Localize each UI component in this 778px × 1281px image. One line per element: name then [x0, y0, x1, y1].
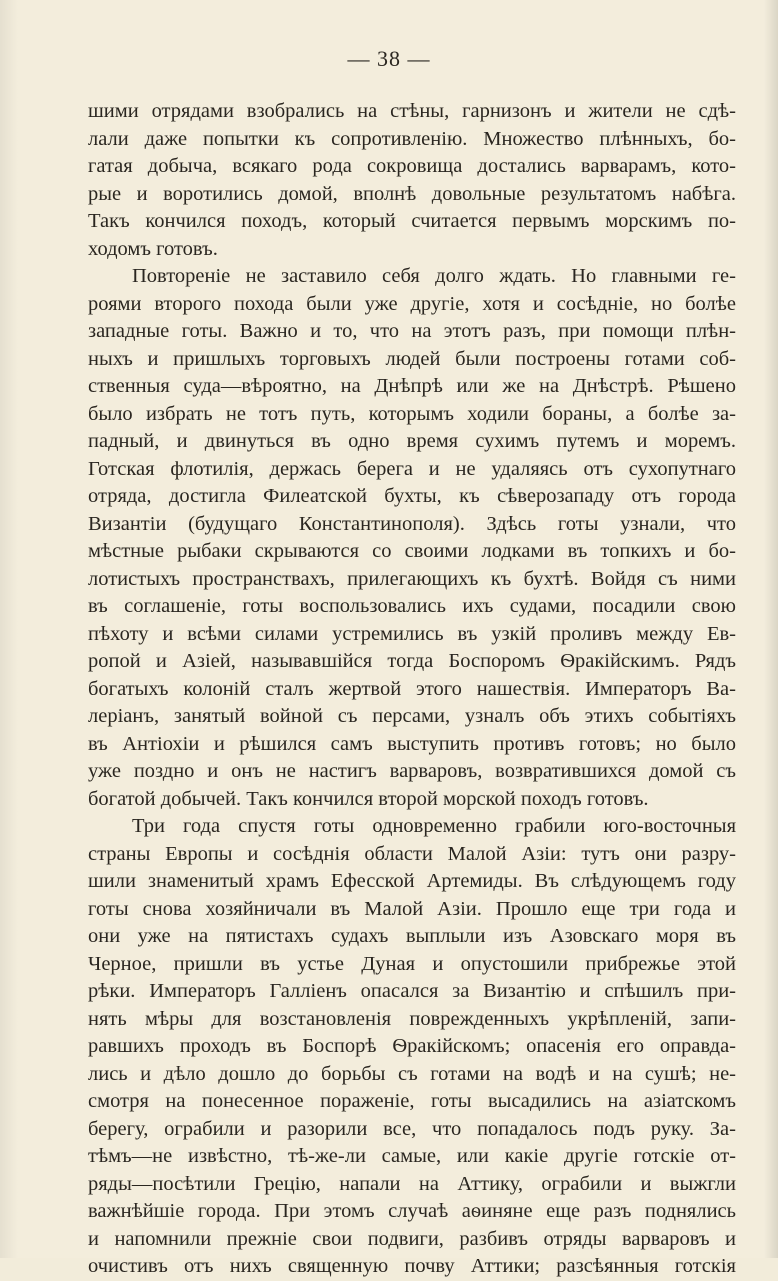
text-line: въ соглашеніе, готы воспользовались ихъ судами, посадили свою	[88, 595, 736, 617]
text-line: мѣстные рыбаки скрываются со своими лодками въ топкихъ и бо-	[88, 540, 736, 562]
text-line: ныхъ и пришлыхъ торговыхъ людей были построены готами соб-	[88, 347, 736, 370]
text-line: тѣмъ—не извѣстно, тѣ-же-ли самые, или какіе другіе готскіе от-	[88, 1145, 736, 1167]
text-line: лотистыхъ пространствахъ, прилегающихъ къ бухтѣ. Войдя съ ними	[88, 567, 736, 590]
text-line: было избрать не тотъ путь, которымъ ходили бораны, а болѣе за-	[88, 402, 736, 425]
text-line: равшихъ проходъ въ Боспорѣ Ѳракійскомъ; опасенія его оправда-	[88, 1035, 736, 1057]
text-line: ходомъ готовъ.	[88, 237, 218, 260]
text-line: отряда, достигла Филеатской бухты, къ сѣверозападу отъ города	[88, 485, 736, 507]
text-line: Византіи (будущаго Константинополя). Здѣсь готы узнали, что	[88, 512, 736, 535]
text-line: гатая добыча, всякаго рода сокровища достались варварамъ, кото-	[88, 155, 736, 177]
text-line: лали даже попытки къ сопротивленію. Множество плѣнныхъ, бо-	[88, 127, 736, 150]
text-line: пѣхоту и всѣми силами устремились въ узкій проливъ между Ев-	[88, 622, 736, 645]
page-number: — 38 —	[347, 46, 431, 71]
body-text	[88, 98, 736, 1281]
text-line: очистивъ отъ нихъ священную почву Аттики; разсѣянныя готскія	[88, 1255, 736, 1277]
text-line: богатой добычей. Такъ кончился второй морской походъ готовъ.	[88, 787, 649, 810]
text-line: рѣки. Императоръ Галліенъ опасался за Византію и спѣшилъ при-	[88, 980, 736, 1002]
text-line: ряды—посѣтили Грецію, напали на Аттику, ограбили и выжгли	[88, 1172, 736, 1195]
text-line: богатыхъ колоній сталъ жертвой этого нашествія. Императоръ Ва-	[88, 677, 736, 700]
text-line: западные готы. Важно и то, что на этотъ разъ, при помощи плѣн-	[88, 320, 736, 342]
text-line: Черное, пришли въ устье Дуная и опустошили прибрежье этой	[88, 952, 736, 975]
text-line: Повтореніе не заставило себя долго ждать. Но главными ге-	[132, 265, 736, 287]
text-line: ропой и Азіей, называвшійся тогда Боспоромъ Ѳракійскимъ. Рядъ	[88, 650, 736, 672]
text-line: въ Антіохіи и рѣшился самъ выступить противъ готовъ; но было	[88, 732, 736, 755]
text-line: шими отрядами взобрались на стѣны, гарнизонъ и жители не сдѣ-	[88, 100, 736, 122]
text-line: готы снова хозяйничали въ Малой Азіи. Прошло еще три года и	[88, 897, 736, 920]
text-line: уже поздно и онъ не настигъ варваровъ, возвратившихся домой съ	[88, 760, 736, 782]
text-line: нять мѣры для возстановленія поврежденныхъ укрѣпленій, запи-	[88, 1007, 736, 1030]
text-line: и напомнили прежніе свои подвиги, разбивъ отряды варваровъ и	[88, 1227, 736, 1250]
text-line: Три года спустя готы одновременно грабили юго-восточныя	[132, 815, 736, 837]
text-line: важнѣйшіе города. При этомъ случаѣ аѳиняне еще разъ поднялись	[88, 1200, 736, 1222]
text-line: смотря на понесенное пораженіе, готы высадились на азіатскомъ	[88, 1090, 736, 1112]
text-line: падный, и двинуться въ одно время сухимъ путемъ и моремъ.	[88, 430, 736, 452]
text-line: они уже на пятистахъ судахъ выплыли изъ Азовскаго моря въ	[88, 925, 736, 947]
text-line: Готская флотилія, держась берега и не удаляясь отъ сухопутнаго	[88, 457, 736, 480]
text-line: рые и воротились домой, вполнѣ довольные результатомъ набѣга.	[88, 182, 736, 205]
text-line: шили знаменитый храмъ Ефесской Артемиды. Въ слѣдующемъ году	[88, 870, 736, 892]
text-line: роями второго похода были уже другіе, хотя и сосѣдніе, но болѣе	[88, 292, 736, 315]
text-line: Такъ кончился походъ, который считается первымъ морскимъ по-	[88, 210, 736, 232]
text-line: берегу, ограбили и разорили все, что попадалось подъ руку. За-	[88, 1117, 736, 1140]
text-line: ственныя суда—вѣроятно, на Днѣпрѣ или же на Днѣстрѣ. Рѣшено	[88, 375, 736, 397]
text-line: страны Европы и сосѣднія области Малой Азіи: тутъ они разру-	[88, 842, 736, 865]
text-line: лись и дѣло дошло до борьбы съ готами на водѣ и на сушѣ; не-	[88, 1062, 736, 1085]
text-line: леріанъ, занятый войной съ персами, узналъ объ этихъ событіяхъ	[88, 705, 736, 727]
